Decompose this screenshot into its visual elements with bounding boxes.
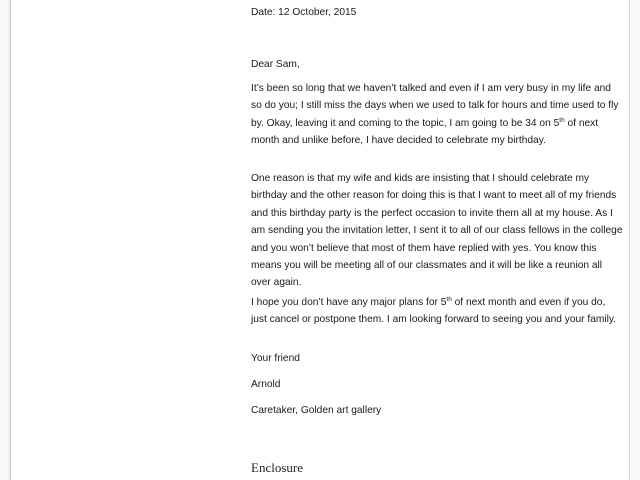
letter-date: Date: 12 October, 2015 [251, 7, 357, 18]
paragraph-2: One reason is that my wife and kids are insisting that I should celebrate my birthday and the other reason for doing this is that I want to meet all of my friends and this birthday party is the perfect occasion to invite them all at my house. As I am sending you the invitation letter, I sent it to all of our class fellows in the college and you won’t believe that most of them have replied with yes. You know this means you will be meeting all of our classmates and it will be like a reunion all over again. [251, 173, 623, 289]
paragraph-3-text-b: of next month and even if you do, just cancel or postpone them. I am looking forward to seeing you and your family. [251, 297, 617, 326]
paragraph-3-superscript: th [446, 296, 452, 303]
paragraph-1-superscript: th [559, 116, 565, 124]
paragraph-1 [251, 80, 623, 150]
paragraph-1-text-a: It’s been so long that we haven’t talked and even if I am very busy in my life and so do you; I still miss the days when we used to talk for hours and time used to fly by. Okay, leaving it and coming to the topic, I am going to be 34 on 5 [251, 83, 619, 129]
paragraph-3 [251, 294, 623, 329]
letter-signature-name: Arnold [251, 379, 281, 390]
letter-closing: Your friend [251, 353, 300, 364]
paragraph-3-text-a: I hope you don’t have any major plans for 5 [251, 297, 447, 308]
enclosure-heading: Enclosure [251, 460, 303, 475]
right-gutter [629, 0, 640, 480]
paragraph-1-text-b: of next month and unlike before, I have decided to celebrate my birthday. [251, 117, 599, 147]
letter-signature-role: Caretaker, Golden art gallery [251, 405, 382, 416]
document-page [10, 0, 632, 480]
letter-salutation: Dear Sam, [251, 59, 300, 70]
